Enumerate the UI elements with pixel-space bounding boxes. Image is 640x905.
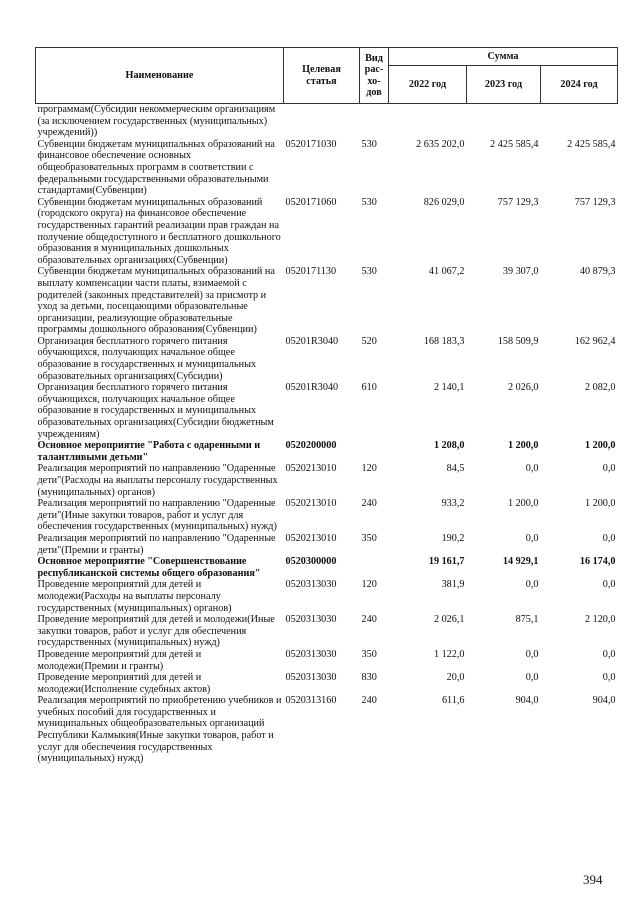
header-target: Целевая статья [284, 48, 360, 104]
row-amount-2023: 0,0 [525, 672, 539, 684]
row-amount-2022: 20,0 [446, 672, 465, 684]
row-target-code: 0520313030 [285, 579, 337, 591]
row-amount-2024: 2 120,0 [584, 614, 616, 626]
row-amount-2023: 875,1 [515, 614, 539, 626]
table-row [36, 336, 618, 382]
table-row [36, 440, 618, 463]
row-amount-2023: 904,0 [515, 695, 539, 707]
row-amount-2024: 0,0 [602, 532, 616, 544]
row-name: Проведение мероприятий для детей и молодежи(Иные закупки товаров, работ и услуг для обеспечения государственных (муниципальных) нужд) [37, 614, 275, 649]
row-expense-type: 240 [361, 695, 377, 707]
row-amount-2023: 0,0 [525, 579, 539, 591]
page-number: 394 [583, 872, 603, 887]
table-row [36, 382, 618, 440]
row-expense-type: 120 [361, 463, 377, 475]
row-amount-2022: 1 122,0 [433, 648, 465, 660]
row-amount-2022: 2 140,1 [433, 382, 465, 394]
row-amount-2024: 16 174,0 [579, 556, 616, 568]
header-2024: 2024 год [541, 66, 618, 104]
row-target-code: 0520171060 [285, 196, 337, 208]
row-amount-2022: 826 029,0 [423, 196, 465, 208]
row-expense-type: 520 [361, 335, 377, 347]
header-name: Наименование [36, 48, 284, 104]
header-vid-line: хо- [367, 75, 381, 87]
table-row [36, 533, 618, 556]
row-expense-type [360, 440, 389, 463]
row-amount-2024: 0,0 [602, 463, 616, 475]
table-row [36, 695, 618, 765]
row-amount-2024: 0,0 [602, 579, 616, 591]
table-row [36, 463, 618, 498]
row-amount-2023: 757 129,3 [497, 196, 539, 208]
row-amount-2023: 39 307,0 [502, 266, 539, 278]
row-amount-2023: 158 509,9 [497, 335, 539, 347]
header-2023: 2023 год [467, 66, 541, 104]
row-amount-2022: 1 208,0 [433, 440, 465, 452]
row-amount-2022: 168 183,3 [423, 335, 465, 347]
row-amount-2022: 381,9 [441, 579, 465, 591]
row-amount-2022: 933,2 [441, 498, 465, 510]
row-name: Субвенции бюджетам муниципальных образований на финансовое обеспечение основных общеобразовательных программ в соответствии с федеральными государственными образовательными стандартами(Субвенции) [37, 138, 275, 197]
row-amount-2024: 162 962,4 [574, 335, 616, 347]
row-expense-type: 240 [361, 498, 377, 510]
row-expense-type: 350 [361, 648, 377, 660]
row-amount-2024: 2 082,0 [584, 382, 616, 394]
row-target-code: 0520313030 [285, 614, 337, 626]
row-amount-2023: 2 026,0 [507, 382, 539, 394]
row-amount-2024: 0,0 [602, 672, 616, 684]
row-expense-type [360, 104, 389, 139]
row-expense-type: 530 [361, 266, 377, 278]
row-expense-type: 240 [361, 614, 377, 626]
row-expense-type: 350 [361, 532, 377, 544]
row-amount-2023: 2 425 585,4 [490, 138, 539, 150]
row-target-code: 0520300000 [285, 556, 337, 568]
row-amount-2024: 757 129,3 [574, 196, 616, 208]
row-amount-2022: 19 161,7 [428, 556, 465, 568]
row-target-code: 0520171030 [285, 138, 337, 150]
row-amount-2024: 0,0 [602, 648, 616, 660]
table-row [36, 579, 618, 614]
row-name: Реализация мероприятий по направлению "Одаренные дети"(Иные закупки товаров, работ и услуг для обеспечения государственных (муниципальных) нужд) [37, 498, 277, 533]
table-row [36, 672, 618, 695]
row-amount-2024: 2 425 585,4 [567, 138, 616, 150]
table-row [36, 614, 618, 649]
row-expense-type: 610 [361, 382, 377, 394]
header-vid-line: рас- [364, 64, 384, 75]
row-name: программам(Субсидии некоммерческим организациям (за исключением государственных (муниципальных) учреждений)) [37, 104, 276, 139]
row-amount-2023: 0,0 [525, 532, 539, 544]
row-name: Организация бесплатного горячего питания обучающихся, получающих начальное общее образование в государственных и муниципальных образовательных организациях(Субсидии бюджетным учреждениям) [37, 382, 274, 440]
table-row [36, 556, 618, 579]
header-vid-line: Вид [365, 52, 383, 64]
row-name: Проведение мероприятий для детей и молодежи(Исполнение судебных актов) [37, 672, 211, 695]
row-amount-2022: 611,6 [441, 695, 465, 707]
table-row [36, 104, 618, 139]
row-target-code: 0520200000 [285, 440, 337, 452]
row-expense-type [360, 556, 389, 579]
row-target-code: 0520213010 [285, 463, 337, 475]
row-amount-2023: 1 200,0 [507, 440, 539, 452]
row-amount-2022: 41 067,2 [428, 266, 465, 278]
row-target-code: 0520313160 [285, 695, 337, 707]
row-name: Проведение мероприятий для детей и молодежи(Расходы на выплаты персоналу государственных (муниципальных) органов) [37, 579, 232, 614]
header-sum: Сумма [389, 48, 618, 66]
table-row [36, 498, 618, 533]
row-expense-type: 830 [361, 672, 377, 684]
row-name: Основное мероприятие "Работа с одаренными и талантливыми детьми" [37, 440, 261, 463]
row-amount-2023: 14 929,1 [502, 556, 539, 568]
header-2022: 2022 год [389, 66, 467, 104]
row-name: Реализация мероприятий по направлению "Одаренные дети"(Расходы на выплаты персоналу государственных (муниципальных) органов) [37, 463, 278, 498]
row-amount-2024: 1 200,0 [584, 498, 616, 510]
row-name: Субвенции бюджетам муниципальных образований на выплату компенсации части платы, взимаемой с родителей (законных представителей) за присмотр и уход за детьми, посещающими образовательные организации, реализующие образовательные программы дошкольного образования(Субвенции) [37, 266, 275, 336]
row-amount-2023 [467, 104, 541, 139]
row-expense-type: 530 [361, 196, 377, 208]
row-target-code [284, 104, 360, 139]
row-amount-2022: 2 026,1 [433, 614, 465, 626]
table-body [36, 104, 618, 765]
table-row [36, 139, 618, 197]
table-row [36, 197, 618, 267]
table-row [36, 649, 618, 672]
row-name: Организация бесплатного горячего питания обучающихся, получающих начальное общее образование в государственных и муниципальных образовательных организациях(Субсидии) [37, 335, 257, 382]
table-header [36, 48, 618, 104]
row-target-code: 05201R3040 [285, 382, 339, 394]
row-target-code: 05201R3040 [285, 335, 339, 347]
row-amount-2024 [541, 104, 618, 139]
row-target-code: 0520213010 [285, 532, 337, 544]
row-target-code: 0520171130 [285, 266, 337, 278]
header-vid-line: дов [366, 87, 382, 98]
row-amount-2024: 40 879,3 [579, 266, 616, 278]
header-vid [360, 48, 389, 104]
row-amount-2023: 1 200,0 [507, 498, 539, 510]
row-expense-type: 530 [361, 138, 377, 150]
row-amount-2023: 0,0 [525, 648, 539, 660]
row-name: Проведение мероприятий для детей и молодежи(Премии и гранты) [37, 648, 202, 672]
row-expense-type: 120 [361, 579, 377, 591]
row-amount-2024: 1 200,0 [584, 440, 616, 452]
row-amount-2024: 904,0 [592, 695, 616, 707]
row-amount-2022: 190,2 [441, 532, 465, 544]
row-amount-2022 [389, 104, 467, 139]
row-amount-2023: 0,0 [525, 463, 539, 475]
row-target-code: 0520213010 [285, 498, 337, 510]
row-amount-2022: 84,5 [446, 463, 465, 475]
row-amount-2022: 2 635 202,0 [416, 138, 465, 150]
row-name: Основное мероприятие "Совершенствование республиканской системы общего образования" [37, 556, 261, 579]
table-row [36, 266, 618, 336]
row-name: Реализация мероприятий по направлению "Одаренные дети"(Премии и гранты) [37, 532, 276, 556]
row-name: Субвенции бюджетам муниципальных образований (городского округа) на финансовое обеспечение государственных гарантий реализации прав граждан на получение общедоступного и бесплатного дошкольного образования в муниципальных дошкольных образовательных организациях(Субвенции) [37, 196, 281, 266]
row-target-code: 0520313030 [285, 648, 337, 660]
row-name: Реализация мероприятий по приобретению учебников и учебных пособий для государственных и муниципальных общеобразовательных организаций Республики Калмыкия(Иные закупки товаров, работ и услуг для обеспечения государственных (муниципальных) нужд) [37, 695, 282, 765]
budget-table [35, 47, 618, 765]
row-target-code: 0520313030 [285, 672, 337, 684]
